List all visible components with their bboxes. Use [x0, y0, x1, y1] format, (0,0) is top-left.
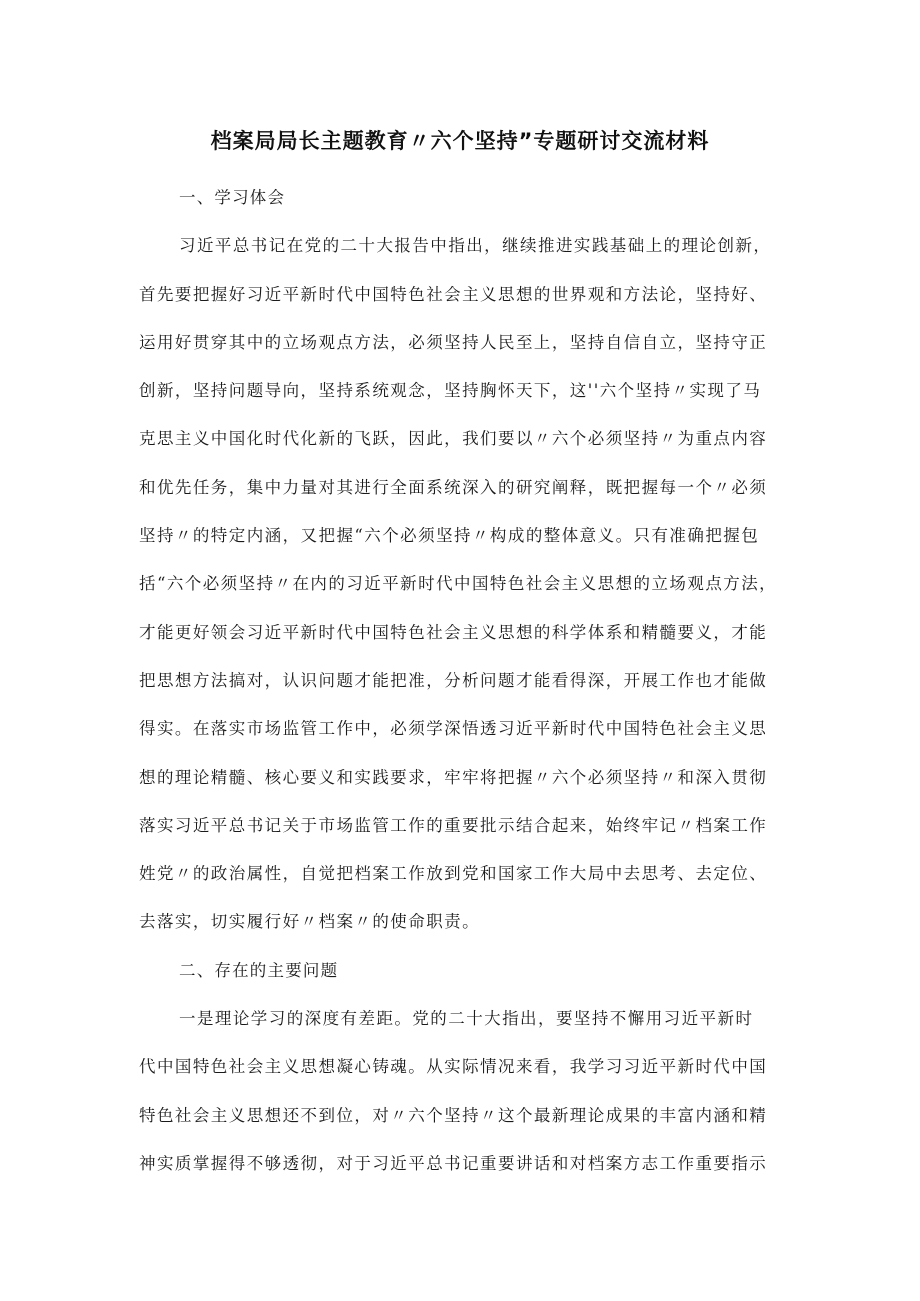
paragraph-line: 创新，坚持问题导向，坚持系统观念，坚持胸怀天下，这''六个坚持〃实现了马 — [139, 381, 762, 401]
paragraph-line: 坚持〃的特定内涵，又把握“六个必须坚持〃构成的整体意义。只有准确把握包 — [139, 526, 760, 546]
section-heading: 一、学习体会 — [179, 188, 286, 207]
paragraph-line: 才能更好领会习近平新时代中国特色社会主义思想的科学体系和精髓要义，才能 — [139, 622, 768, 642]
section-heading: 二、存在的主要问题 — [179, 960, 339, 980]
paragraph-line: 和优先任务，集中力量对其进行全面系统深入的研究阐释，既把握每一个〃必须 — [139, 477, 768, 497]
paragraph-line: 想的理论精髓、核心要义和实践要求，牢牢将把握〃六个必须坚持〃和深入贯彻 — [139, 767, 768, 787]
paragraph-line: 姓党〃的政治属性，自觉把档案工作放到党和国家工作大局中去思考、去定位、 — [139, 864, 768, 884]
paragraph-line: 一是理论学习的深度有差距。党的二十大指出，要坚持不懈用习近平新时 — [179, 1009, 754, 1029]
paragraph-line: 特色社会主义思想还不到位，对〃六个坚持〃这个最新理论成果的丰富内涵和精 — [139, 1105, 768, 1125]
paragraph-line: 落实习近平总书记关于市场监管工作的重要批示结合起来，始终牢记〃档案工作 — [139, 815, 768, 835]
paragraph-line: 克思主义中国化时代化新的飞跃，因此，我们要以〃六个必须坚持〃为重点内容 — [139, 429, 768, 449]
paragraph-line: 把思想方法搞对，认识问题才能把准，分析问题才能看得深，开展工作也才能做 — [139, 670, 768, 690]
paragraph-line: 得实。在落实市场监管工作中，必须学深悟透习近平新时代中国特色社会主义思 — [139, 719, 768, 739]
document-body — [139, 174, 799, 1188]
paragraph-line: 习近平总书记在党的二十大报告中指出，继续推进实践基础上的理论创新， — [179, 236, 772, 256]
paragraph-line: 运用好贯穿其中的立场观点方法，必须坚持人民至上，坚持自信自立，坚持守正 — [139, 332, 768, 352]
paragraph-line: 神实质掌握得不够透彻，对于习近平总书记重要讲话和对档案方志工作重要指示 — [139, 1153, 768, 1173]
document-title: 档案局局长主题教育〃六个坚持”专题研讨交流材料 — [210, 129, 710, 153]
paragraph-line: 代中国特色社会主义思想凝心铸魂。从实际情况来看，我学习习近平新时代中国 — [139, 1057, 768, 1077]
paragraph-line: 首先要把握好习近平新时代中国特色社会主义思想的世界观和方法论，坚持好、 — [139, 284, 768, 304]
paragraph-line: 括“六个必须坚持〃在内的习近平新时代中国特色社会主义思想的立场观点方法， — [139, 574, 778, 594]
paragraph-line: 去落实，切实履行好〃档案〃的使命职责。 — [139, 912, 481, 932]
